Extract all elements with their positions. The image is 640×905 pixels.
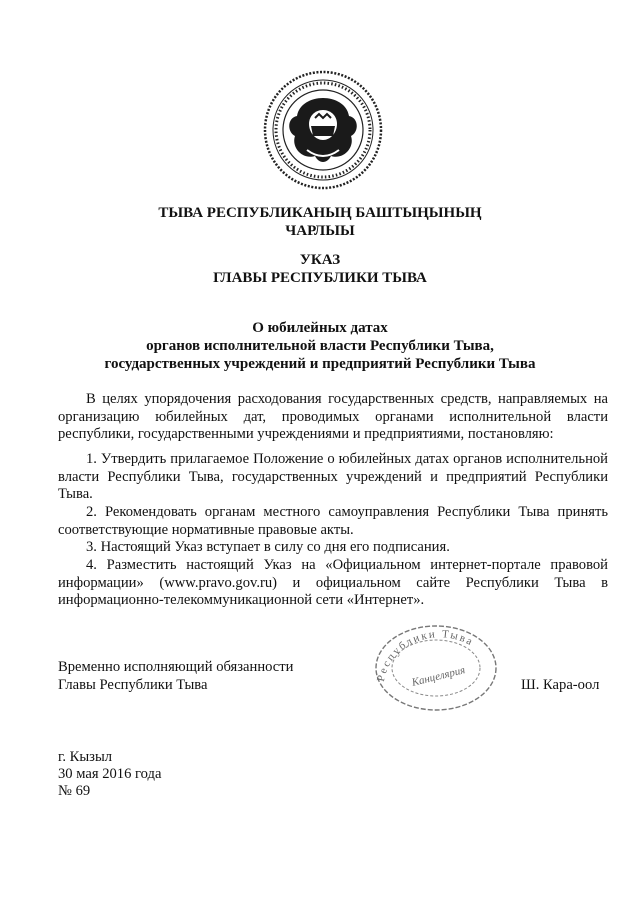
title-line-2: органов исполнительной власти Республики Тыва,	[146, 338, 494, 354]
signatory-name: Ш. Кара-оол	[521, 677, 600, 693]
header-line-2: ЧАРЛЫЫ	[285, 223, 355, 239]
office-stamp-icon	[370, 612, 502, 712]
item-3-paragraph: 3. Настоящий Указ вступает в силу со дня его подписания.	[86, 539, 450, 555]
decree-number: № 69	[58, 783, 91, 799]
tuva-coat-of-arms-icon	[263, 70, 383, 190]
title-line-3: государственных учреждений и предприятий Республики Тыва	[104, 356, 536, 372]
item-4-paragraph: 4. Разместить настоящий Указ на «Официальном интернет-портале правовой информации» (www.pravo.gov.ru) и официальном сайте Республики Тыва в информационно-телекоммуникационной сети «Интернет».	[58, 557, 608, 608]
item-2-paragraph: 2. Рекомендовать органам местного самоуправления Республики Тыва принять соответствующие нормативные правовые акты.	[58, 504, 608, 538]
stamp-center-text: Канцелярия	[410, 664, 467, 689]
preamble-paragraph: В целях упорядочения расходования государственных средств, направляемых на организацию юбилейных дат, проводимых органами исполнительной власти республики, государственными учреждениями и предприятиями, постановляю:	[58, 391, 608, 442]
stamp-ring-text: Республики Тыва	[375, 628, 476, 683]
signatory-position-line-2: Главы Республики Тыва	[58, 677, 208, 693]
signatory-position-line-1: Временно исполняющий обязанности	[58, 659, 294, 675]
item-1-paragraph: 1. Утвердить прилагаемое Положение о юбилейных датах органов исполнительной власти Республики Тыва, государственных учреждений и предприятий Республики Тыва.	[58, 451, 608, 502]
decree-authority: ГЛАВЫ РЕСПУБЛИКИ ТЫВА	[213, 270, 427, 286]
title-line-1: О юбилейных датах	[252, 320, 388, 336]
decree-label: УКАЗ	[299, 252, 341, 268]
place: г. Кызыл	[58, 749, 113, 765]
header-line-1: ТЫВА РЕСПУБЛИКАНЫҢ БАШТЫҢЫНЫҢ	[158, 205, 482, 221]
date: 30 мая 2016 года	[58, 766, 162, 782]
